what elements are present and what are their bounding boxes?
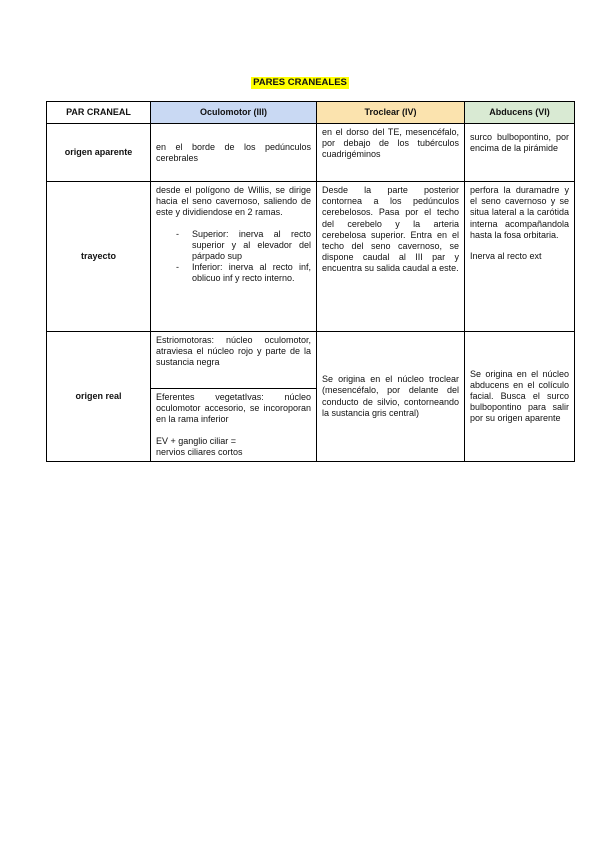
trayecto-oculomotor [151,182,317,332]
trayecto-oculomotor-list [156,229,311,285]
trayecto-abducens-inerva: Inerva al recto ext [470,251,542,262]
trayecto-oculomotor-inferior: - Inferior: inerva al recto inf, oblicuo inf y recto interno. [192,262,311,284]
page-title: PARES CRANEALES [253,77,347,88]
real-abducens: Se origina en el núcleo abducens en el colículo facial. Busca el surco bulbopontino para salir por su origen aparente [465,332,575,462]
real-oculomotor [151,332,317,462]
real-oculomotor-ev-line2: nervios ciliares cortos [156,446,243,457]
aparente-troclear: en el dorso del TE, mesencéfalo, por debajo de los tubérculos cuadrigéminos [317,124,465,182]
real-oculomotor-estriomotoras: Estriomotoras: núcleo oculomotor, atraviesa el núcleo rojo y parte de la sustancia negra [156,335,311,368]
header-abducens: Abducens (VI) [465,102,575,124]
row-origen-aparente [47,124,575,182]
cranial-nerves-table [46,101,575,462]
row-origen-real [47,332,575,462]
row-trayecto [47,182,575,332]
aparente-oculomotor: en el borde de los pedúnculos cerebrales [151,124,317,182]
trayecto-abducens [465,182,575,332]
header-par-craneal: PAR CRANEAL [47,102,151,124]
trayecto-oculomotor-superior: - Superior: inerva al recto superior y al elevador del párpado sup [192,229,311,263]
header-row [47,102,575,124]
real-oculomotor-eferentes-text: Eferentes vegetatIvas: núcleo oculomotor accesorio, se incoroporan en la rama inferior [156,392,311,425]
trayecto-abducens-text: perfora la duramadre y el seno cavernoso y se situa lateral a la carótida interna acompañandola hasta la fosa orbitaria. [470,185,569,240]
real-oculomotor-ev-line1: EV + ganglio ciliar = [156,435,237,446]
title-wrap [0,72,600,90]
real-oculomotor-eferentes [151,388,316,461]
real-troclear: Se origina en el núcleo troclear (mesencéfalo, por delante del conducto de silvio, contorneando la sustancia gris central) [317,332,465,462]
trayecto-oculomotor-intro: desde el polígono de Willis, se dirige hacia el seno cavernoso, saliendo de este y dividiendose en 2 ramas. [156,185,311,218]
header-oculomotor: Oculomotor (III) [151,102,317,124]
label-origen-aparente: origen aparente [47,124,151,182]
header-troclear: Troclear (IV) [317,102,465,124]
label-trayecto: trayecto [47,182,151,332]
trayecto-troclear: Desde la parte posterior contornea a los pedúnculos cerebelosos. Pasa por el techo del cerebelo y la arteria cerebelosa superior. Entra en el techo del seno cavernoso, se dispone caudal al III par y encuentra su salida caudal a este. [317,182,465,332]
label-origen-real: origen real [47,332,151,462]
aparente-abducens: surco bulbopontino, por encima de la pirámide [465,124,575,182]
